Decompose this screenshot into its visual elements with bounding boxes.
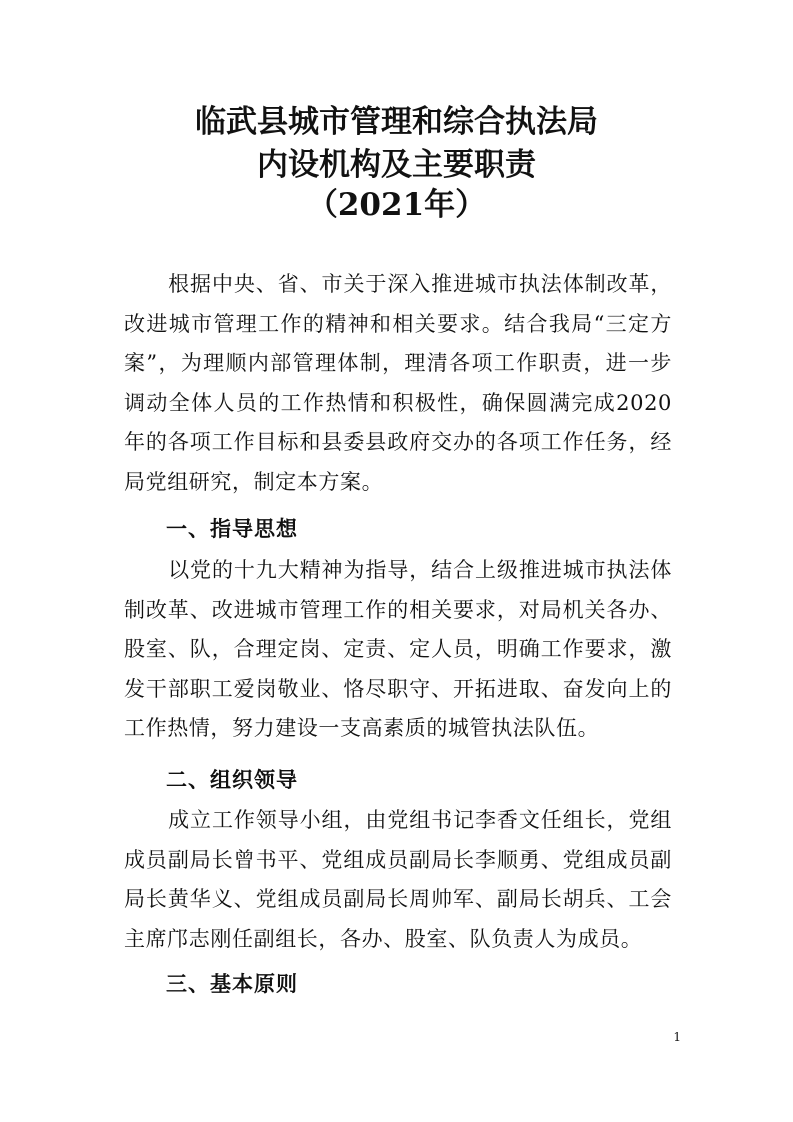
- document-title-year: （2021年）: [306, 187, 487, 223]
- page-number: 1: [673, 1030, 681, 1044]
- section-heading-organization-leadership: 二、组织领导: [166, 768, 298, 792]
- document-title-line-1: 临武县城市管理和综合执法局: [195, 104, 598, 140]
- document-title-line-2: 内设机构及主要职责: [257, 147, 536, 183]
- section-text-organization-leadership: 成立工作领导小组，由党组书记李香文任组长，党组成员副局长曾书平、党组成员副局长李顺勇、党组成员副局长黄华义、党组成员副局长周帅军、副局长胡兵、工会主席邝志刚任副组长，各办、股室、队负责人为成员。: [124, 808, 672, 951]
- section-text-guiding-ideology: 以党的十九大精神为指导，结合上级推进城市执法体制改革、改进城市管理工作的相关要求，对局机关各办、股室、队，合理定岗、定责、定人员，明确工作要求，激发干部职工爱岗敬业、恪尽职守、开拓进取、奋发向上的工作热情，努力建设一支高素质的城管执法队伍。: [124, 558, 672, 740]
- section-heading-basic-principles: 三、基本原则: [166, 972, 298, 996]
- intro-paragraph: 根据中央、省、市关于深入推进城市执法体制改革，改进城市管理工作的精神和相关要求。结合我局“三定方案”，为理顺内部管理体制，理清各项工作职责，进一步调动全体人员的工作热情和积极性，确保圆满完成2020年的各项工作目标和县委县政府交办的各项工作任务，经局党组研究，制定本方案。: [124, 272, 672, 494]
- section-heading-guiding-ideology: 一、指导思想: [166, 517, 298, 541]
